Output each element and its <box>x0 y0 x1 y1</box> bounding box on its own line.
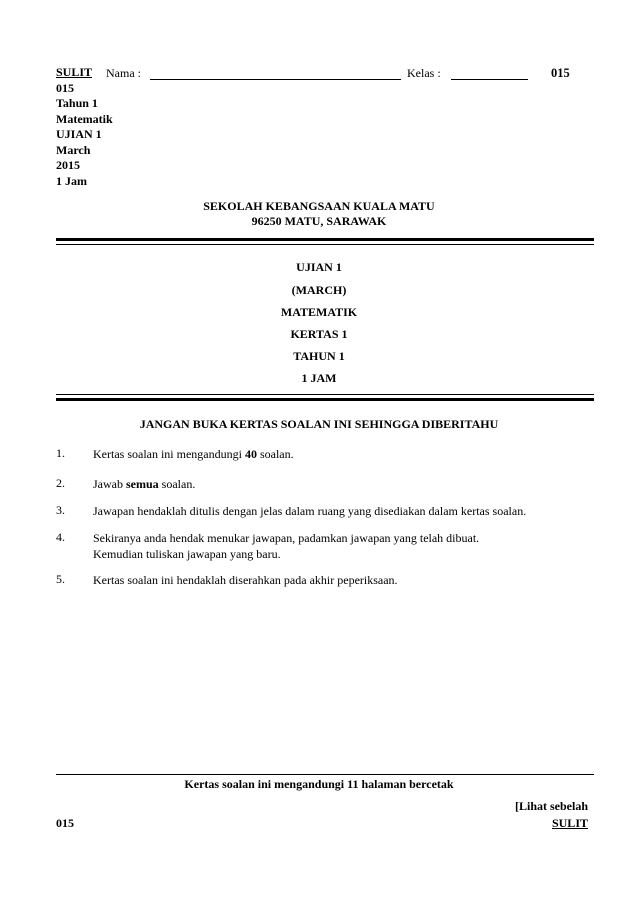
instruction-number: 1. <box>56 446 65 460</box>
title-subject: MATEMATIK <box>280 305 358 319</box>
paper-code-right: 015 <box>551 66 570 80</box>
school-name: SEKOLAH KEBANGSAAN KUALA MATU <box>203 199 435 213</box>
instruction-text: Sekiranya anda hendak menukar jawapan, padamkan jawapan yang telah dibuat. <box>93 531 480 545</box>
instruction-text: Kertas soalan ini hendaklah diserahkan pada akhir peperiksaan. <box>93 573 398 587</box>
nama-field[interactable] <box>150 67 401 80</box>
instruction-text: Jawab semua soalan. <box>93 477 196 491</box>
exam-year: 2015 <box>56 158 80 172</box>
title-paper: KERTAS 1 <box>290 327 348 341</box>
warning-text: JANGAN BUKA KERTAS SOALAN INI SEHINGGA DIBERITAHU <box>139 417 499 431</box>
exam-info-block <box>56 65 113 189</box>
kelas-label: Kelas : <box>407 66 441 80</box>
title-month: (MARCH) <box>291 283 347 297</box>
instruction-number: 5. <box>56 572 65 586</box>
instruction-number: 3. <box>56 503 65 517</box>
instruction-number: 2. <box>56 476 65 490</box>
kelas-field[interactable] <box>451 67 528 80</box>
title-year: TAHUN 1 <box>293 349 345 363</box>
paper-code: 015 <box>56 80 74 95</box>
exam-month: March <box>56 142 91 157</box>
mid-thick-rule <box>56 398 594 401</box>
school-address: 96250 MATU, SARAWAK <box>251 214 387 228</box>
pages-note: Kertas soalan ini mengandungi 11 halaman bercetak <box>184 777 454 791</box>
instruction-text: Kemudian tuliskan jawapan yang baru. <box>93 547 281 561</box>
exam-name: UJIAN 1 <box>56 127 102 141</box>
top-thick-rule <box>56 238 594 241</box>
instruction-text: Kertas soalan ini mengandungi 40 soalan. <box>93 447 294 461</box>
sulit-label: SULIT <box>56 65 93 79</box>
mid-thin-rule <box>56 394 594 395</box>
turn-over-note: [Lihat sebelah <box>514 799 588 813</box>
nama-label: Nama : <box>106 66 141 80</box>
footer-sulit-label: SULIT <box>551 816 588 830</box>
title-duration: 1 JAM <box>301 371 337 385</box>
instruction-text: Jawapan hendaklah ditulis dengan jelas dalam ruang yang disediakan dalam kertas soalan. <box>93 504 527 518</box>
footer-paper-code: 015 <box>56 816 74 830</box>
footer-rule <box>56 774 594 775</box>
instruction-number: 4. <box>56 530 65 544</box>
subject: Matematik <box>56 111 113 126</box>
top-thin-rule <box>56 244 594 245</box>
title-exam: UJIAN 1 <box>296 260 342 274</box>
exam-duration: 1 Jam <box>56 173 87 188</box>
year-level: Tahun 1 <box>56 96 98 110</box>
